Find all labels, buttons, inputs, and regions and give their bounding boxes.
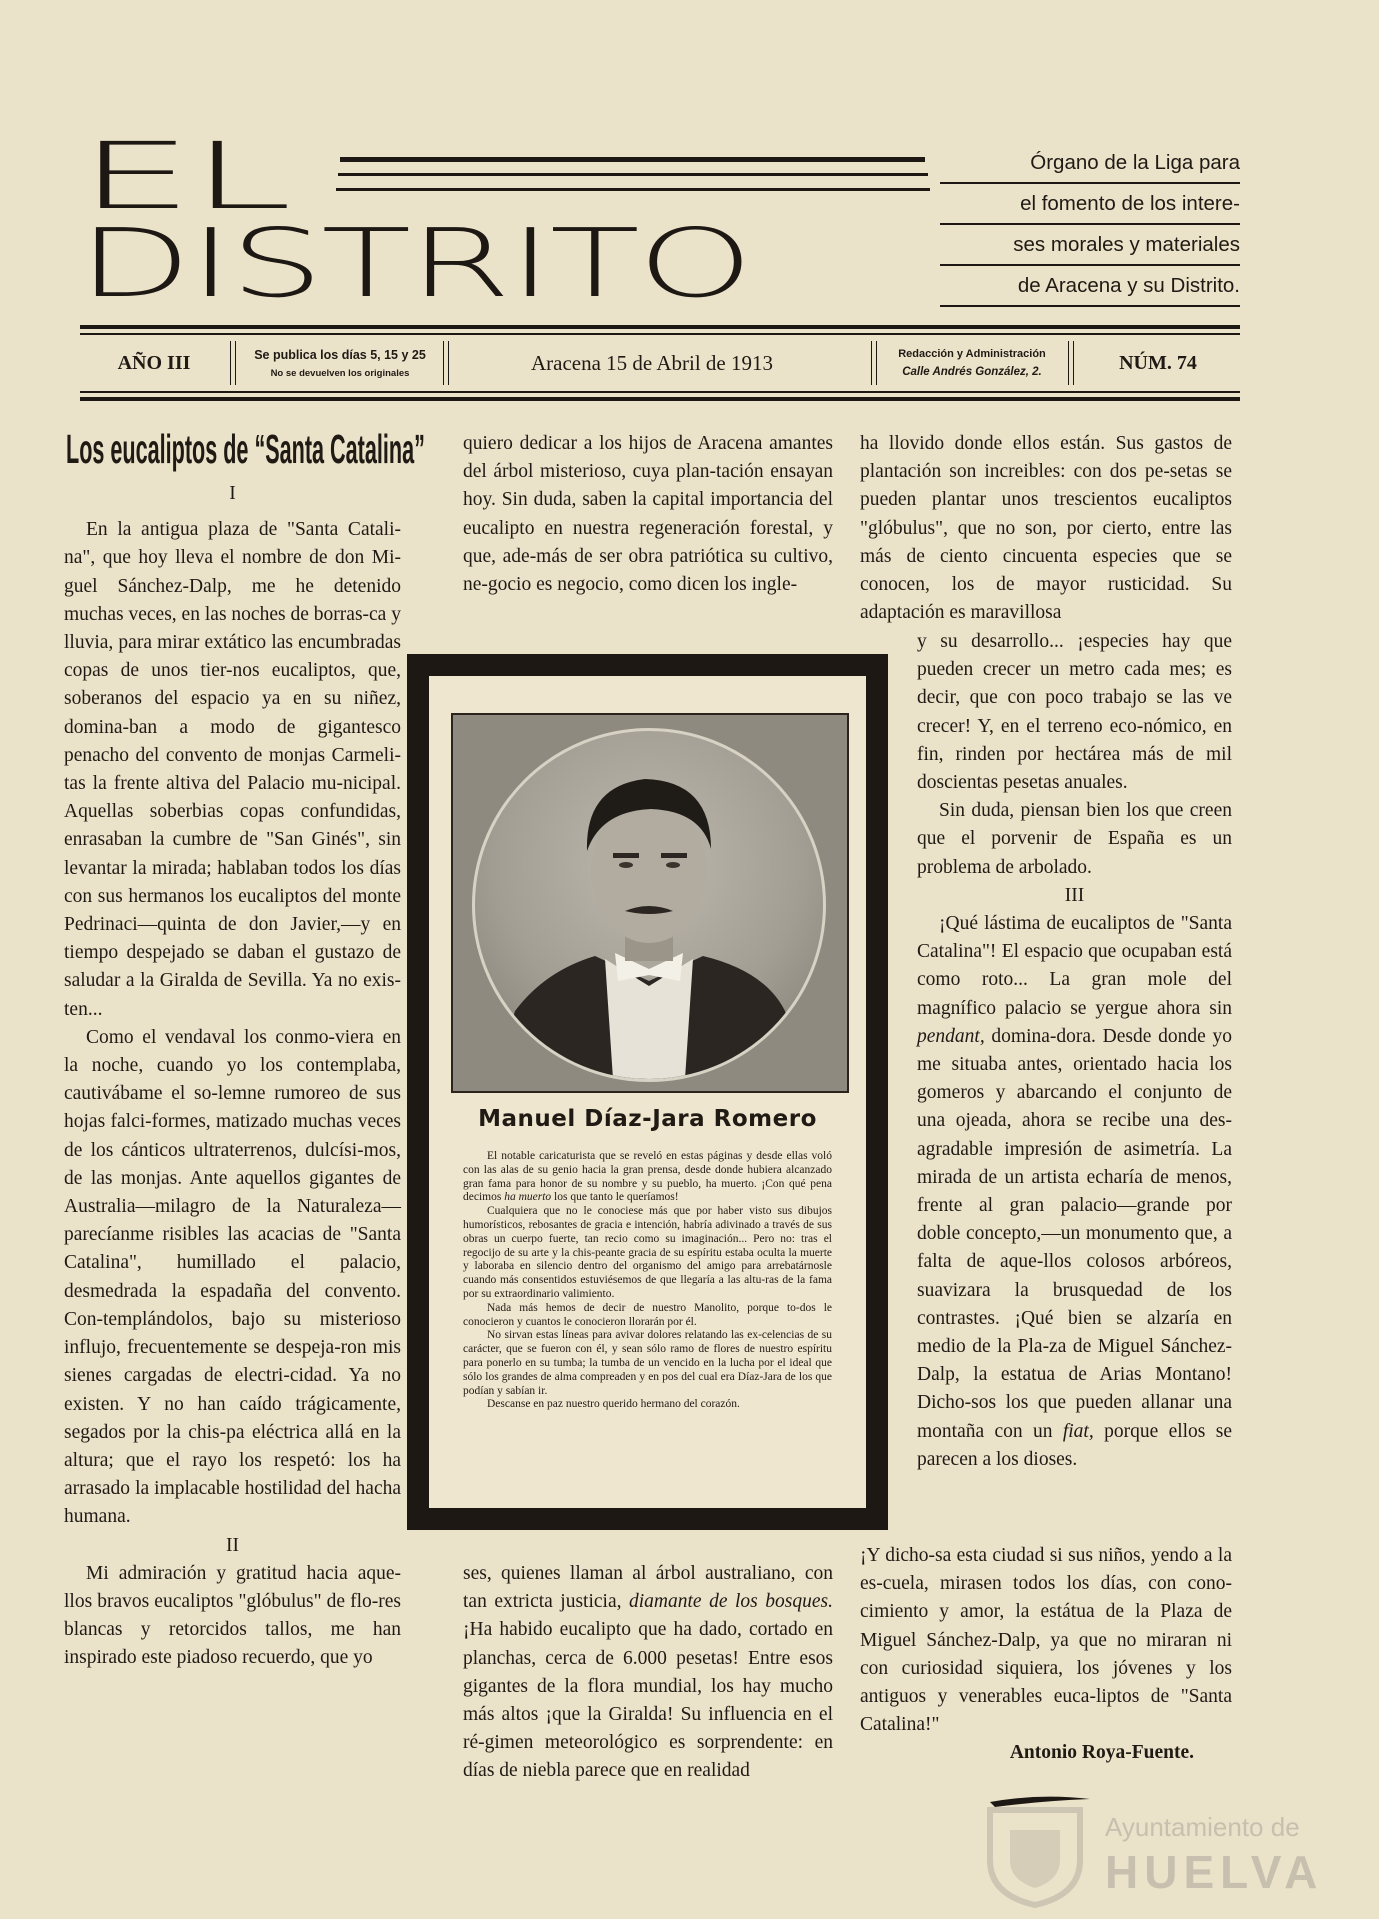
paragraph: ha llovido donde ellos están. Sus gastos de plantación son increibles: con dos pe-setas se pueden plantar unos trescientos eucaliptos "glóbulus", que no son, por cierto, entre las más de ciento cincuenta especies que se conocen, los de mayor rusticidad. Su adaptación es maravillosa <box>860 433 1232 624</box>
info-bar-bottom-rule <box>80 391 1240 393</box>
paragraph <box>917 910 1232 1474</box>
italic-text: fiat, <box>1062 1420 1094 1442</box>
returns-note: No se devuelven los originales <box>270 367 410 379</box>
article-column-2-top <box>463 430 833 599</box>
watermark-line2: HUELVA <box>1105 1846 1324 1898</box>
obituary-text-run: los que tanto le queríamos! <box>551 1191 679 1204</box>
paragraph: Sin duda, piensan bien los que creen que el porvenir de España es un problema de arbolado. <box>917 800 1232 878</box>
text-run: ses, quienes llaman al árbol australiano, con tan extricta justicia, <box>463 1563 833 1613</box>
place-date: Aracena 15 de Abril de 1913 <box>530 350 773 375</box>
section-heading: I <box>229 483 236 504</box>
obituary-text <box>463 1150 832 1412</box>
office-address: Calle Andrés González, 2. <box>902 366 1042 378</box>
coat-of-arms-watermark <box>975 1800 1095 1910</box>
article-column-1 <box>64 480 401 1673</box>
office-info <box>878 341 1066 385</box>
info-bar-bottom-rule <box>80 397 1240 401</box>
masthead-title-line1: EL <box>78 122 290 230</box>
paragraph <box>463 1560 833 1786</box>
article-column-3-middle <box>917 628 1232 1474</box>
obituary-name: Manuel Díaz-Jara Romero <box>478 1106 817 1132</box>
section-heading: III <box>1064 884 1085 906</box>
masthead-tagline <box>940 143 1240 307</box>
tagline-line: Órgano de la Liga para <box>940 143 1240 184</box>
masthead-rule <box>336 188 930 191</box>
paragraph: Como el vendaval los conmo-viera en la noche, cuando yo los contemplaba, cautivábame el so-lemne rumoreo de sus hojas falci-formes, matizado muchas veces de los cánticos ultraterrenos, dulcísi-mos, de las monjas. Ante aquellos gigantes de Australia—milagro de la Naturaleza—parecíanme risibles las acacias de "Santa Catalina", humillado el palacio, desmedrada la espadaña del convento. Con-templándolos, bajo su misterioso influjo, frecuentemente se despeja-ron mis sienes cargadas de electri-cidad. Ya no existen. Y no han caído trágicamente, segados por la chis-pa eléctrica allá en la altura; que el rayo los respetó: los ha arrasado la implacable hostilidad del hacha humana. <box>64 1026 401 1528</box>
article-column-2-bottom <box>463 1560 833 1786</box>
tagline-line: de Aracena y su Distrito. <box>940 266 1240 307</box>
obituary-text-run: El notable caricaturista que se reveló en estas páginas y desde ellas voló con las alas de su genio hacia la gran prensa, desde donde hubiera alcanzado gran fama para honor de su nombre y su pueblo, ha muerto. ¡Con qué pena decimos <box>463 1150 832 1204</box>
obituary-paragraph: Nada más hemos de decir de nuestro Manolito, porque to-dos le conocieron y cuantos le conocieron llorarán por él. <box>463 1301 832 1328</box>
article-column-3-bottom <box>860 1542 1232 1768</box>
info-bar-separator <box>1068 341 1074 385</box>
paragraph: y su desarrollo... ¡especies hay que pueden crecer un metro cada mes; es decir, que con poco trabajo se las ve crecer! Y, en el terreno eco-nómico, en fin, rinden por hectárea más de mil doscientas pesetas anuales. <box>917 631 1232 794</box>
watermark-text <box>1105 1812 1323 1899</box>
obituary-box <box>407 654 888 1530</box>
text-run: domina-dora. Desde donde yo me situaba antes, orientado hacia los gomeros y abarcando el conjunto de una ojeada, ahora se recibe una des-agradable impresión de asimetría. La mirada de un artista echaría de menos, frente al gran palacio—grande por doble concepto,—un monumento que, a falta de aque-llos colosos arbóreos, suavizara la brusquedad de los contrastes. ¡Qué bien se alzaría en medio de la Pla-za de Miguel Sánchez-Dalp, la estatua de Arias Montano! Dicho-sos los que pueden allanar una montaña con un <box>917 1025 1232 1442</box>
obituary-italic: ha muerto <box>504 1191 552 1204</box>
portrait-figure <box>475 731 823 1079</box>
info-bar-separator <box>230 341 236 385</box>
text-run: ¡Ha habido eucalipto que ha dado, cortado en planchas, cerca de 6.000 pesetas! Entre esos gigantes de la flora mundial, los hay mucho más altos ¡que la Giralda! Su influencia en el ré-gimen meteorológico es sorprendente: en días de niebla parece que en realidad <box>463 1619 833 1782</box>
obituary-paragraph: Cualquiera que no le conociese más que por haber visto sus dibujos humorísticos, rebosantes de gracia e intención, habría adivinado a través de sus obras un cuerpo fuerte, tan recio como su imaginación... Pero no: tras el regocijo de su arte y la chis-peante gracia de su espíritu estaba oculta la muerte y laboraba en silencio dentro del organismo del amigo para arrebatárnosle cuando más consentidos estuviésemos de que llegaría a las altu-ras de la fama por su extraordinario valimiento. <box>463 1205 832 1300</box>
paragraph: En la antigua plaza de "Santa Catali-na", que hoy lleva el nombre de don Mi-guel Sánchez-Dalp, me he detenido muchas veces, en las noches de borras-ca y lluvia, para mirar extático las encumbradas copas de unos tier-nos eucaliptos, que, soberanos del espacio ya en su niñez, domina-ban a modo de gigantesco penacho del convento de monjas Carmeli-tas la frente altiva del Palacio mu-nicipal. Aquellas soberbias copas confundidas, enrasaban la cumbre de "San Ginés", sin levantar la mirada; hablaban todos los días con sus hermanos los eucaliptos del monte Pedrinaci—quinta de don Javier,—y en tiempo despejado se daban el gustazo de saludar a la Giralda de Sevilla. Ya no exis-ten... <box>64 519 401 1020</box>
masthead-rule <box>340 157 925 162</box>
info-bar-top-rule <box>80 325 1240 329</box>
paragraph: Mi admiración y gratitud hacia aque-llos bravos eucaliptos "glóbulus" de flo-res blancas y retorcidos tallos, me han inspirado este piadoso recuerdo, que yo <box>64 1562 401 1669</box>
info-bar-separator <box>443 341 449 385</box>
obituary-panel <box>429 676 866 1508</box>
text-run: porque ellos se parecen a los dioses. <box>917 1420 1232 1470</box>
publish-info <box>240 341 440 385</box>
masthead-title-line2: DISTRITO <box>78 208 752 319</box>
masthead-rule <box>338 173 928 176</box>
office-label: Redacción y Administración <box>898 348 1046 360</box>
article-column-3-top <box>860 430 1232 627</box>
issue-year: AÑO III <box>117 351 191 374</box>
section-heading: II <box>226 1534 239 1556</box>
paragraph: quiero dedicar a los hijos de Aracena amantes del árbol misterioso, cuya plan-tación ensayan hoy. Sin duda, saben la capital importancia del eucalipto en nuestra regeneración forestal, y que, ade-más de ser obra patriótica su cultivo, ne-gocio es negocio, como dicen los ingle- <box>463 433 833 596</box>
info-bar-separator <box>871 341 877 385</box>
obituary-paragraph: No sirvan estas líneas para avivar dolores relatando las ex-celencias de su carácter, que se fueron con él, y sean sólo ramo de flores de nuestro espíritu para ponerlo en su tumba; la tumba de un vencido en la lucha por el ideal que sólo los grandes de alma compreaden y en pos del cual era Díaz-Jara de los que podían y sabían ir. <box>463 1329 832 1397</box>
italic-text: pendant, <box>917 1025 985 1047</box>
text-run: ¡Qué lástima de eucaliptos de "Santa Catalina"! El espacio que ocupaban está como roto... La gran mole del magnífico palacio se yergue ahora sin <box>917 913 1232 1019</box>
issue-number: NÚM. 74 <box>1119 351 1197 374</box>
author-signature: Antonio Roya-Fuente. <box>1009 1742 1194 1764</box>
tagline-line: el fomento de los intere- <box>940 184 1240 225</box>
paragraph: ¡Y dicho-sa esta ciudad si sus niños, yendo a la es-cuela, mirasen todos los días, con cono-cimiento y amor, la estátua de la Plaza de Miguel Sánchez-Dalp, ya que no miraran ni con curiosidad siquiera, los jóvenes y los antiguos y venerables euca-liptos de "Santa Catalina!" <box>860 1545 1232 1736</box>
info-bar-top-rule <box>80 333 1240 335</box>
publish-days: Se publica los días 5, 15 y 25 <box>254 347 426 362</box>
obituary-paragraph <box>463 1150 832 1205</box>
italic-text: diamante de los bosques. <box>629 1591 833 1613</box>
portrait-photo <box>472 728 826 1082</box>
article-title: Los eucaliptos de “Santa Catalina” <box>66 428 425 473</box>
info-bar <box>80 325 1240 401</box>
obituary-paragraph: Descanse en paz nuestro querido hermano del corazón. <box>487 1398 740 1411</box>
tagline-line: ses morales y materiales <box>940 225 1240 266</box>
watermark-line1: Ayuntamiento de <box>1105 1812 1300 1842</box>
portrait-frame <box>451 713 849 1093</box>
